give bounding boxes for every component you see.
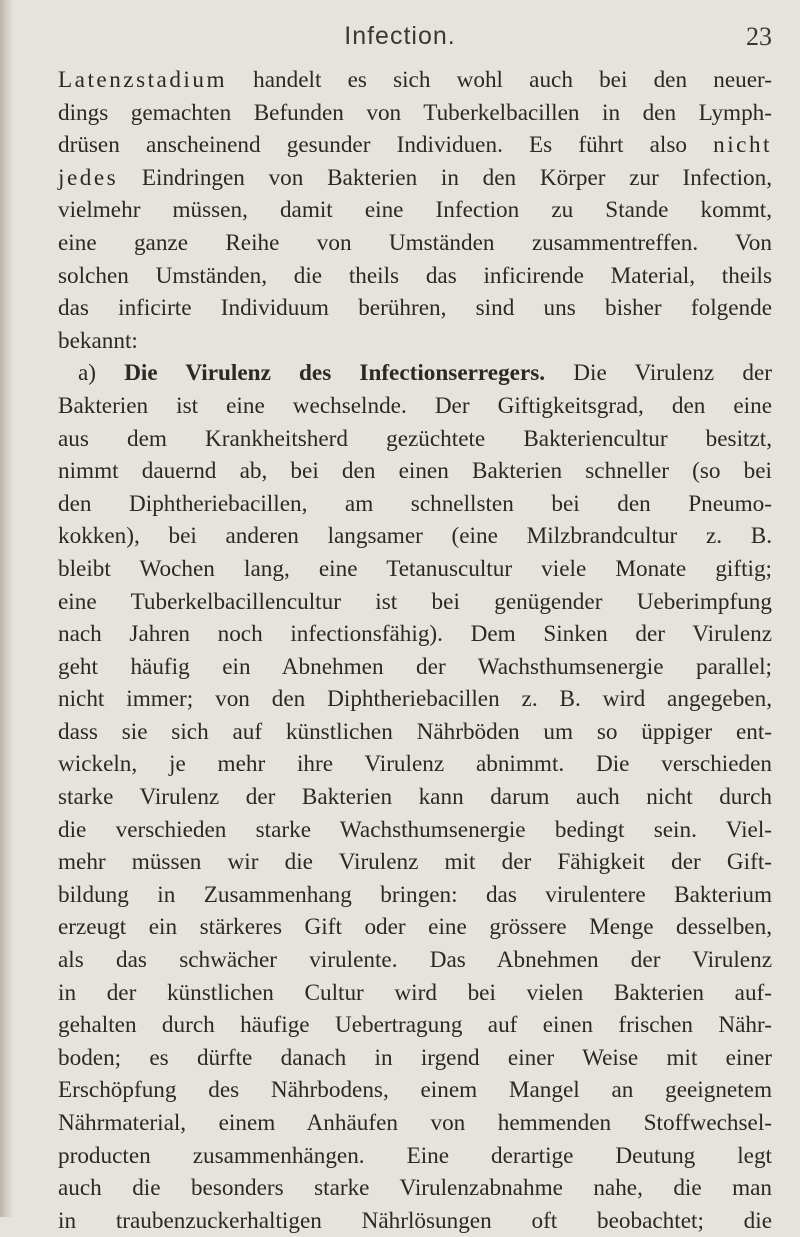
- text-line: drüsen anscheinend gesunder Individuen. Es führt also nicht: [58, 132, 772, 159]
- text-line: dass sie sich auf künstlichen Nährböden um so üppiger ent-: [58, 718, 772, 745]
- section-heading: Die Virulenz des Infectionserregers.: [124, 360, 546, 387]
- page-number: 23: [746, 22, 772, 51]
- spaced-term: jedes: [58, 164, 119, 191]
- text-line: in der künstlichen Cultur wird bei vielen Bakterien auf-: [58, 979, 772, 1006]
- spaced-term: Latenzstadium: [58, 67, 227, 93]
- text-line: erzeugt ein stärkeres Gift oder eine grössere Menge desselben,: [58, 914, 772, 941]
- text-line: bildung in Zusammenhang bringen: das virulentere Bakterium: [58, 881, 772, 908]
- text-line: mehr müssen wir die Virulenz mit der Fähigkeit der Gift-: [58, 849, 772, 876]
- text-line: geht häufig ein Abnehmen der Wachsthumsenergie parallel;: [58, 653, 772, 680]
- text-line: den Diphtheriebacillen, am schnellsten bei den Pneumo-: [58, 490, 772, 517]
- text-line: producten zusammenhängen. Eine derartige Deutung legt: [58, 1142, 772, 1169]
- text-line: die verschieden starke Wachsthumsenergie bedingt sein. Viel-: [58, 816, 772, 843]
- text-line: jedes Eindringen von Bakterien in den Körper zur Infection,: [58, 164, 772, 191]
- text-line: wickeln, je mehr ihre Virulenz abnimmt. Die verschieden: [58, 751, 772, 778]
- text-line: als das schwächer virulente. Das Abnehmen der Virulenz: [58, 947, 772, 974]
- text-line: nach Jahren noch infectionsfähig). Dem Sinken der Virulenz: [58, 621, 772, 648]
- text-line: starke Virulenz der Bakterien kann darum auch nicht durch: [58, 784, 772, 811]
- page-header: [0, 22, 800, 56]
- body-text: [58, 64, 772, 1237]
- text-line: bleibt Wochen lang, eine Tetanuscultur viele Monate giftig;: [58, 555, 772, 582]
- text-line: auch die besonders starke Virulenzabnahme nahe, die man: [58, 1175, 772, 1202]
- text-line: solchen Umständen, die theils das inficirende Material, theils: [58, 262, 772, 289]
- section-heading-line: a) Die Virulenz des Infectionserregers. Die Virulenz der: [78, 360, 772, 387]
- text-line: nicht immer; von den Diphtheriebacillen z. B. wird angegeben,: [58, 686, 772, 713]
- text-line: bekannt:: [58, 327, 138, 354]
- text-line: Latenzstadium handelt es sich wohl auch bei den neuer-: [58, 67, 772, 93]
- text-line: boden; es dürfte danach in irgend einer Weise mit einer: [58, 1044, 772, 1071]
- running-title: Infection.: [344, 22, 456, 50]
- text-line: vielmehr müssen, damit eine Infection zu Stande kommt,: [58, 197, 772, 224]
- spaced-term: nicht: [713, 132, 772, 159]
- text-line: das inficirte Individuum berühren, sind uns bisher folgende: [58, 295, 772, 322]
- text-line: nimmt dauernd ab, bei den einen Bakterien schneller (so bei: [58, 458, 772, 485]
- text-line: in traubenzuckerhaltigen Nährlösungen oft beobachtet; die: [58, 1207, 772, 1234]
- text-line: eine ganze Reihe von Umständen zusammentreffen. Von: [58, 229, 772, 256]
- text-line: kokken), bei anderen langsamer (eine Milzbrandcultur z. B.: [58, 523, 772, 550]
- text-line: aus dem Krankheitsherd gezüchtete Bakteriencultur besitzt,: [58, 425, 772, 452]
- page-binding-shadow: [0, 0, 14, 1217]
- text-line: Nährmaterial, einem Anhäufen von hemmenden Stoffwechsel-: [58, 1110, 772, 1136]
- text-line: eine Tuberkelbacillencultur ist bei genügender Ueberimpfung: [58, 588, 772, 615]
- text-line: gehalten durch häufige Uebertragung auf einen frischen Nähr-: [58, 1012, 772, 1039]
- text-line: dings gemachten Befunden von Tuberkelbacillen in den Lymph-: [58, 99, 772, 126]
- text-line: Bakterien ist eine wechselnde. Der Giftigkeitsgrad, den eine: [58, 392, 772, 419]
- text-line: Erschöpfung des Nährbodens, einem Mangel an geeignetem: [58, 1077, 772, 1104]
